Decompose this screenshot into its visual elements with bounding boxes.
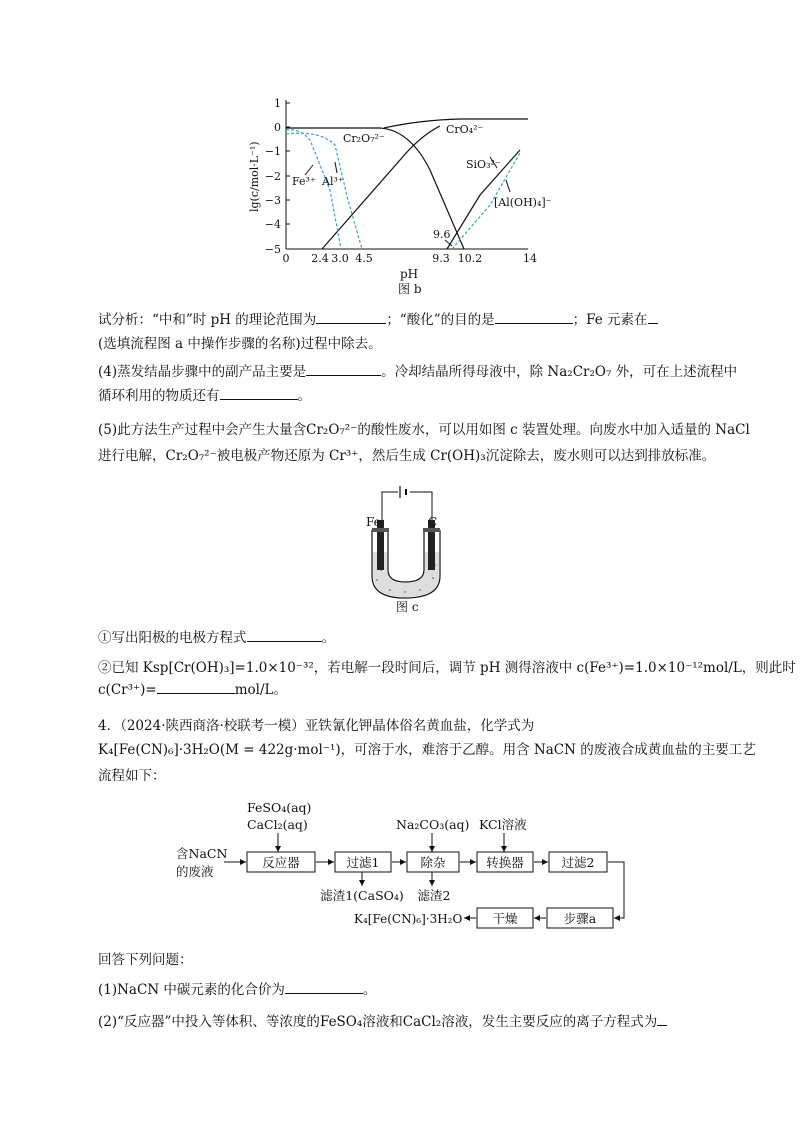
answer-blank[interactable] <box>495 311 573 324</box>
answer-q2: (2)“反应器”中投入等体积、等浓度的FeSO₄溶液和CaCl₂溶液，发生主要反应的离子方程式为 <box>98 1012 730 1032</box>
x-tick: 4.5 <box>355 252 373 265</box>
fe-label: Fe³⁺ <box>292 175 316 188</box>
figure-c <box>350 482 460 614</box>
cro4-label: CrO₄²⁻ <box>446 123 484 136</box>
y-tick: −1 <box>264 145 281 158</box>
subq2-line2: c(Cr³⁺)= mol/L。 <box>98 682 287 698</box>
analysis-line1: 试分析：“中和”时 pH 的理论范围为 ；“酸化”的目的是 ；Fe 元素在 <box>98 310 730 330</box>
answer-blank[interactable] <box>657 1013 667 1026</box>
q4-line2: 循环利用的物质还有 。 <box>98 388 311 404</box>
answer-blank[interactable] <box>316 311 386 324</box>
x-tick: 3.0 <box>331 252 349 265</box>
svg-text:过滤1: 过滤1 <box>346 855 380 870</box>
y-tick: −4 <box>264 218 281 231</box>
x-tick: 9.3 <box>432 252 450 265</box>
x-axis-label: pH <box>400 267 419 281</box>
y-tick: 0 <box>274 121 281 134</box>
answer-blank[interactable] <box>247 629 322 642</box>
graph-b <box>240 88 560 310</box>
aloh4-label: [Al(OH)₄]⁻ <box>494 196 552 209</box>
flow-diagram <box>170 796 630 932</box>
input-feso4: FeSO₄(aq) <box>247 800 312 815</box>
graph-caption: 图 b <box>398 282 422 296</box>
q5-line2: 进行电解，Cr₂O₇²⁻被电极产物还原为 Cr³⁺，然后生成 Cr(OH)₃沉淀除去，废水则可以达到排放标准。 <box>98 448 716 464</box>
subq2-line1: ②已知 Ksp[Cr(OH)₃]=1.0×10⁻³²，若电解一段时间后，调节 pH 测得溶液中 c(Fe³⁺)=1.0×10⁻¹²mol/L，则此时 <box>98 660 796 676</box>
problem4-line2: K₄[Fe(CN)₆]·3H₂O(M = 422g·mol⁻¹)，可溶于水，难溶于乙醇。用含 NaCN 的废液合成黄血盐的主要工艺 <box>98 742 756 758</box>
figure-c-caption: 图 c <box>396 600 419 614</box>
point-label: 9.6 <box>433 228 451 241</box>
answer-blank[interactable] <box>220 387 298 400</box>
x-tick: 10.2 <box>457 252 483 265</box>
answer-blank[interactable] <box>306 363 381 376</box>
input-kcl: KCl溶液 <box>479 817 527 832</box>
residue-2: 滤渣2 <box>417 888 451 903</box>
problem4-line3: 流程如下： <box>98 768 166 784</box>
q4-line1: (4)蒸发结晶步骤中的副产品主要是 。冷却结晶所得母液中，除 Na₂Cr₂O₇ 外，可在上述流程中 <box>98 364 738 380</box>
answer-q1: (1)NaCN 中碳元素的化合价为 。 <box>98 982 377 998</box>
cr2o7-label: Cr₂O₇²⁻ <box>343 132 385 145</box>
y-axis-label: lg(c/mol·L⁻¹) <box>248 141 261 212</box>
svg-text:转换器: 转换器 <box>486 855 524 870</box>
svg-text:过滤2: 过滤2 <box>561 855 595 870</box>
fe-electrode-label: Fe <box>366 515 381 529</box>
y-tick: −2 <box>264 170 281 183</box>
answer-intro: 回答下列问题： <box>98 952 193 968</box>
y-tick: 1 <box>274 97 281 110</box>
x-tick: 2.4 <box>311 252 329 265</box>
al-curve <box>286 133 362 249</box>
answer-blank[interactable] <box>285 981 363 994</box>
c-electrode-label: C <box>428 515 438 529</box>
y-tick: −5 <box>264 243 281 256</box>
q5-line1: (5)此方法生产过程中会产生大量含Cr₂O₇²⁻的酸性废水，可以用如图 c 装置处理。向废水中加入适量的 NaCl <box>98 422 750 438</box>
input-cacl2: CaCl₂(aq) <box>247 817 308 832</box>
analysis-line2: (选填流程图 a 中操作步骤的名称)过程中除去。 <box>98 336 382 352</box>
answer-blank[interactable] <box>648 311 658 324</box>
fe-curve <box>286 130 341 249</box>
answer-blank[interactable] <box>157 681 235 694</box>
svg-text:干燥: 干燥 <box>492 911 518 926</box>
x-tick: 14 <box>523 252 537 265</box>
input-na2co3: Na₂CO₃(aq) <box>396 817 470 832</box>
y-tick: −3 <box>264 194 281 207</box>
feed-line2: 的废液 <box>176 864 214 879</box>
x-tick: 0 <box>282 252 290 265</box>
svg-text:步骤a: 步骤a <box>563 911 597 926</box>
al-label: Al³⁺ <box>322 175 344 188</box>
svg-text:除杂: 除杂 <box>420 855 446 870</box>
svg-text:反应器: 反应器 <box>262 855 300 870</box>
feed-line1: 含NaCN <box>176 846 228 861</box>
product: K₄[Fe(CN)₆]·3H₂O <box>354 912 463 926</box>
subq1-line: ①写出阳极的电极方程式 。 <box>98 630 335 646</box>
residue-1: 滤渣1(CaSO₄) <box>320 888 404 903</box>
problem4-line1: 4．（2024·陕西商洛·校联考一模）亚铁氰化钾晶体俗名黄血盐，化学式为 <box>98 718 535 734</box>
sio3-label: SiO₃²⁻ <box>466 158 501 171</box>
